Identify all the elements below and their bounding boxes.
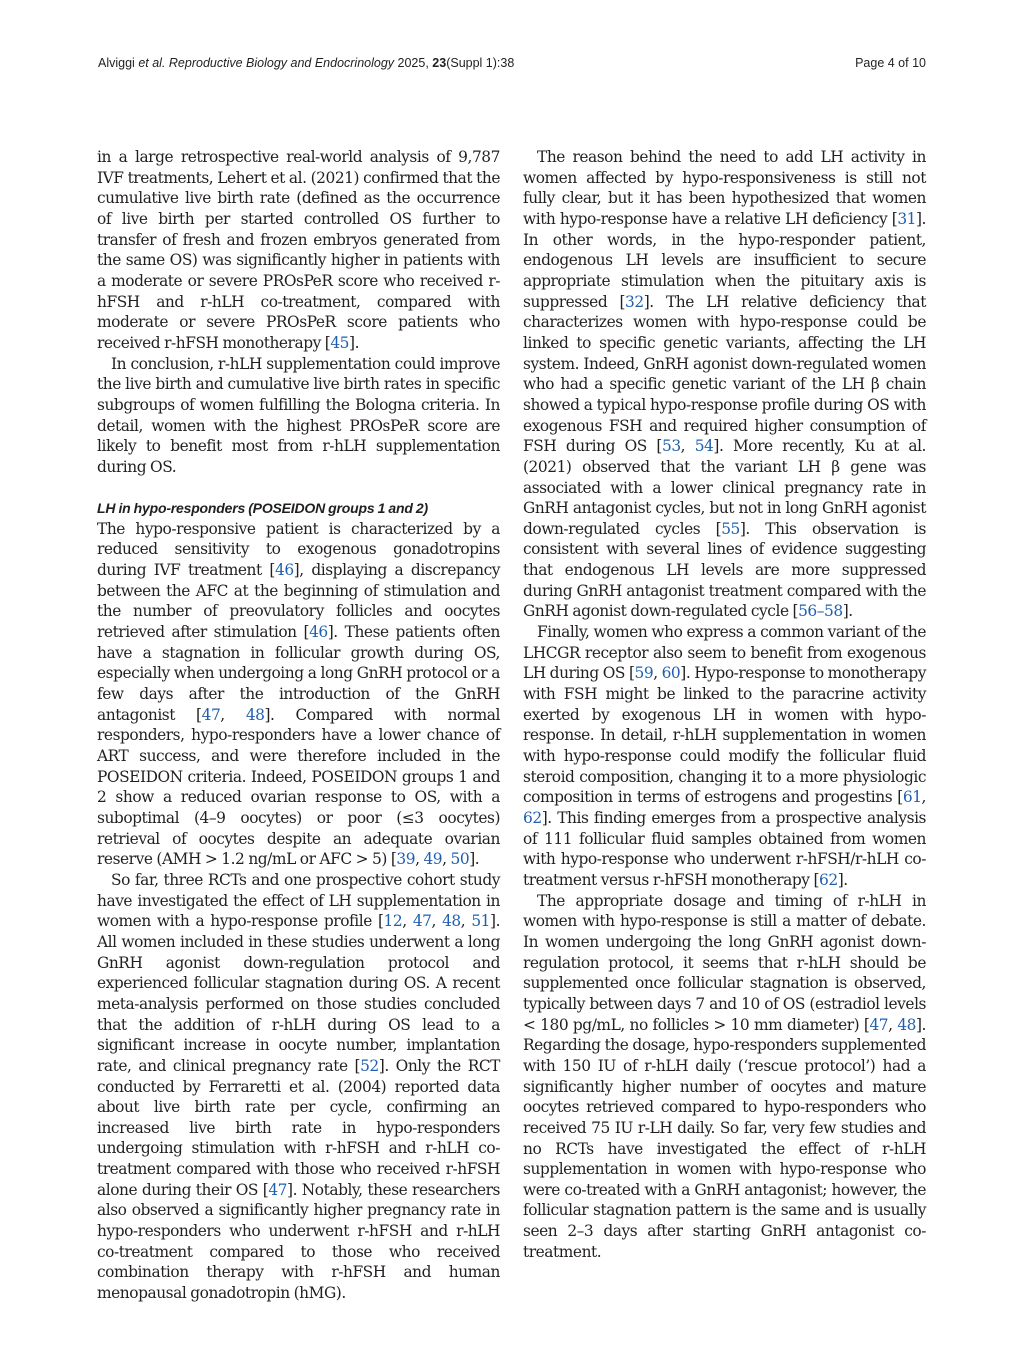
right-column (523, 147, 926, 1262)
reference-link[interactable]: 61 (902, 788, 922, 807)
reference-link[interactable]: 62 (523, 809, 542, 827)
reference-link[interactable]: 49 (423, 850, 443, 869)
running-header (98, 56, 926, 74)
reference-link[interactable]: 32 (625, 292, 644, 311)
reference-link[interactable]: 48 (897, 1015, 916, 1034)
left-column (97, 147, 500, 1304)
reference-link[interactable]: 54 (694, 437, 714, 456)
et-al: et al. (138, 56, 166, 70)
reference-link[interactable]: 60 (661, 664, 681, 683)
paragraph: So far, three RCTs and one prospective cohort study have investigated the effect of LH supplementation in women with a hypo-response profile [12, 47, 48, 51]. All women included in these studies underwent a long GnRH agonist down-regulation protocol and experienced follicular stagnation during OS. A recent meta-analysis performed on those studies concluded that the addition of r-hLH during OS lead to a significant increase in oocyte number, implantation rate, and clinical pregnancy rate [52]. Only the RCT conducted by Ferraretti et al. (2004) reported data about live birth rate per cycle, confirming an increased live birth rate in hypo-responders undergoing stimulation with r-hFSH and r-hLH co-treatment compared with those who received r-hFSH alone during their OS [47]. Notably, these researchers also observed a significantly higher pregnancy rate in hypo-responders who underwent r-hFSH and r-hLH co-treatment compared to those who received combination therapy with r-hFSH and human menopausal gonadotropin (hMG). (97, 870, 501, 1303)
journal-name: Reproductive Biology and Endocrinology (168, 56, 395, 70)
paragraph: Finally, women who express a common variant of the LHCGR receptor also seem to benefit from exogenous LH during OS [59, 60]. Hypo-response to monotherapy with FSH might be linked to the paracrine activity exerted by exogenous LH in women with hypo-response. In detail, r-hLH supplementation in women with hypo-response could modify the follicular fluid steroid composition, changing it to a more physiologic composition in terms of estrogens and progestins [61, 62]. This finding emerges from a prospective analysis of 111 follicular fluid samples obtained from women with hypo-response who underwent r-hFSH/r-hLH co-treatment versus r-hFSH monotherapy [62]. (523, 623, 926, 889)
reference-link[interactable]: 48 (245, 705, 265, 724)
reference-link[interactable]: 47 (268, 1180, 288, 1199)
reference-link[interactable]: 62 (819, 870, 838, 889)
author-name: Alviggi (98, 56, 135, 70)
reference-link[interactable]: 39 (396, 850, 416, 869)
reference-link[interactable]: 47 (201, 705, 221, 724)
reference-link[interactable]: 47 (869, 1015, 889, 1034)
paragraph: In conclusion, r-hLH supplementation could improve the live birth and cumulative live birth rates in specific subgroups of women fulfilling the Bologna criteria. In detail, women with the highest PROsPeR score are likely to benefit most from r-hLH supplementation during OS. (97, 354, 500, 476)
reference-link[interactable]: 46 (309, 623, 328, 642)
volume: 23 (432, 56, 447, 70)
reference-link[interactable]: 51 (471, 912, 491, 931)
reference-link[interactable]: 53 (661, 437, 681, 456)
reference-link[interactable]: 47 (412, 912, 432, 931)
citation-line (98, 56, 514, 70)
reference-link[interactable]: 45 (330, 333, 350, 352)
reference-link[interactable]: 55 (721, 519, 740, 538)
reference-link[interactable]: 31 (897, 209, 916, 228)
reference-link[interactable]: 52 (360, 1056, 379, 1075)
issue: (Suppl 1):38 (446, 56, 515, 70)
reference-link[interactable]: 56–58 (798, 602, 843, 621)
reference-link[interactable]: 48 (442, 912, 461, 931)
reference-link[interactable]: 12 (383, 912, 403, 931)
section-subheading: LH in hypo-responders (POSEIDON groups 1 and 2) (97, 500, 428, 517)
paragraph: The reason behind the need to add LH activity in women affected by hypo-responsiveness is still not fully clear, but it has been hypothesized that women with hypo-response have a relative LH deficiency [31]. In other words, in the hypo-responder patient, endogenous LH levels are insufficient to secure appropriate stimulation when the pituitary axis is suppressed [32]. The LH relative deficiency that characterizes women with hypo-response could be linked to specific genetic variants, affecting the LH system. Indeed, GnRH agonist down-regulated women who had a specific genetic variant of the LH β chain showed a typical hypo-response profile during OS with exogenous FSH and required higher consumption of FSH during OS [53, 54]. More recently, Ku at al. (2021) observed that the variant LH β gene was associated with a lower clinical pregnancy rate in GnRH antagonist cycles, but not in long GnRH agonist down-regulated cycles [55]. This observation is consistent with several lines of evidence suggesting that endogenous LH levels are more suppressed during GnRH antagonist treatment compared with the GnRH agonist down-regulated cycle [56–58]. (523, 148, 927, 621)
year: 2025, (397, 56, 429, 70)
paragraph: The appropriate dosage and timing of r-hLH in women with hypo-response is still a matter of debate. In women undergoing the long GnRH agonist down-regulation protocol, it seems that r-hLH should be supplemented once follicular stagnation is observed, typically between days 7 and 10 of OS (estradiol levels < 180 pg/mL, no follicles > 10 mm diameter) [47, 48]. Regarding the dosage, hypo-responders supplemented with 150 IU of r-hLH daily (‘rescue protocol’) had a significantly higher number of oocytes and mature oocytes retrieved compared to hypo-responders who received 75 IU r-LH daily. So far, very few studies and no RCTs have investigated the effect of r-hLH supplementation in women with hypo-response who were co-treated with a GnRH antagonist; however, the follicular stagnation pattern is the same and is usually seen 2–3 days after starting GnRH antagonist co-treatment. (523, 891, 926, 1261)
reference-link[interactable]: 59 (634, 664, 654, 683)
reference-link[interactable]: 46 (274, 561, 294, 580)
page-number: Page 4 of 10 (855, 56, 926, 70)
reference-link[interactable]: 50 (450, 850, 470, 869)
paragraph: in a large retrospective real-world analysis of 9,787 IVF treatments, Lehert et al. (2021) confirmed that the cumulative live birth rate (defined as the occurrence of live birth per started controlled OS further to transfer of fresh and frozen embryos generated from the same OS) was significantly higher in patients with a moderate or severe PROsPeR score who received r-hFSH and r-hLH co-treatment, compared with moderate or severe PROsPeR score patients who received r-hFSH monotherapy [45]. (97, 148, 500, 352)
paragraph: The hypo-responsive patient is characterized by a reduced sensitivity to exogenous gonadotropins during IVF treatment [46], displaying a discrepancy between the AFC at the beginning of stimulation and the number of preovulatory follicles and oocytes retrieved after stimulation [46]. These patients often have a stagnation in follicular growth during OS, especially when undergoing a long GnRH protocol or a few days after the introduction of the GnRH antagonist [47, 48]. Compared with normal responders, hypo-responders have a lower chance of ART success, and were therefore included in the POSEIDON criteria. Indeed, POSEIDON groups 1 and 2 show a reduced ovarian response to OS, with a suboptimal (4–9 oocytes) or poor (≤3 oocytes) retrieval of oocytes despite an adequate ovarian reserve (AMH > 1.2 ng/mL or AFC > 5) [39, 49, 50]. (97, 519, 500, 869)
